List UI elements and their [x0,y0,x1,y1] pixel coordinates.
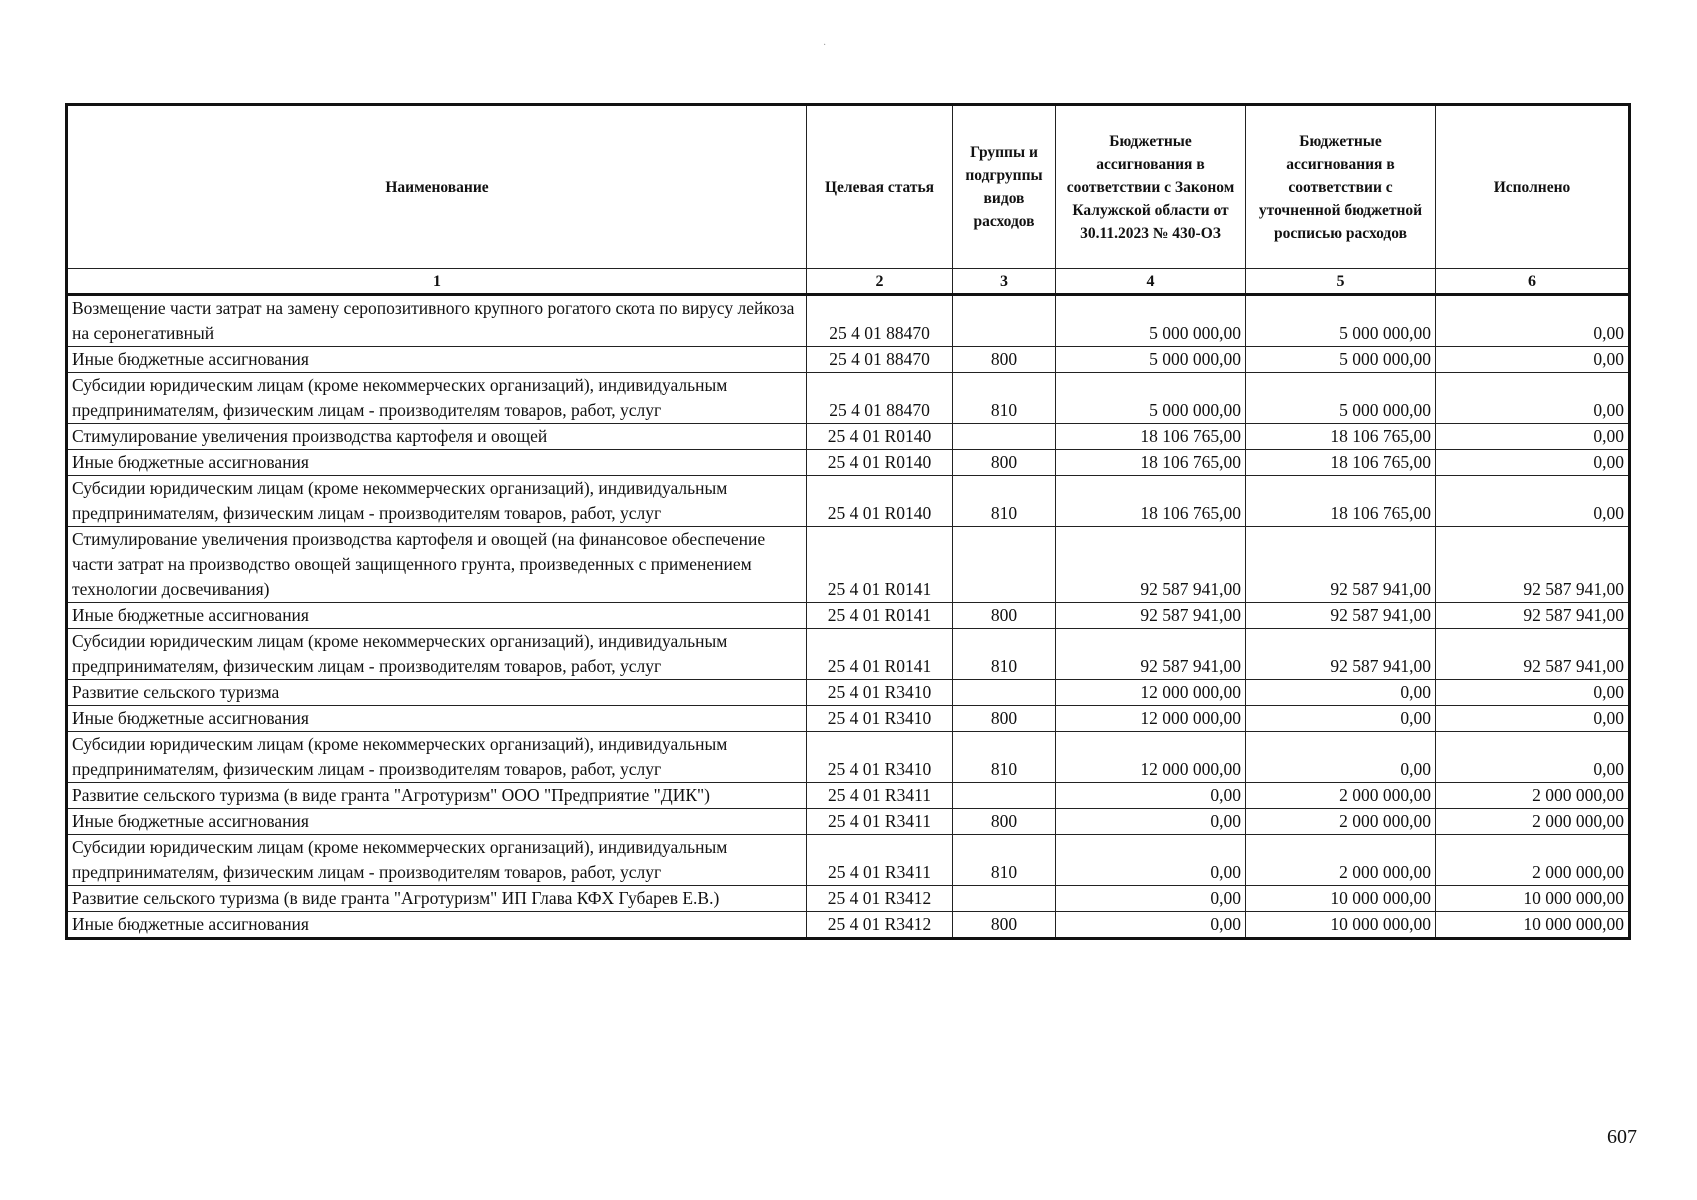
row-law-amount: 0,00 [1056,835,1246,886]
row-executed-amount: 0,00 [1436,347,1630,373]
row-executed-amount: 92 587 941,00 [1436,527,1630,603]
page-number: 607 [1607,1126,1637,1148]
row-law-amount: 0,00 [1056,912,1246,939]
row-expense-group [953,424,1056,450]
row-target-article: 25 4 01 R3410 [807,706,953,732]
row-refined-amount: 2 000 000,00 [1246,835,1436,886]
row-refined-amount: 18 106 765,00 [1246,450,1436,476]
row-target-article: 25 4 01 R3410 [807,680,953,706]
row-executed-amount: 92 587 941,00 [1436,603,1630,629]
row-executed-amount: 2 000 000,00 [1436,783,1630,809]
row-law-amount: 12 000 000,00 [1056,732,1246,783]
row-target-article: 25 4 01 R0140 [807,424,953,450]
row-target-article: 25 4 01 R3411 [807,783,953,809]
row-refined-amount: 18 106 765,00 [1246,476,1436,527]
row-law-amount: 5 000 000,00 [1056,295,1246,347]
row-expense-group: 800 [953,347,1056,373]
header-row [67,105,1630,269]
row-law-amount: 5 000 000,00 [1056,373,1246,424]
table-row [67,783,1630,809]
row-refined-amount: 2 000 000,00 [1246,809,1436,835]
row-target-article: 25 4 01 R3412 [807,912,953,939]
table-row [67,835,1630,886]
column-number: 4 [1056,269,1246,295]
row-target-article: 25 4 01 R3411 [807,809,953,835]
row-expense-group: 810 [953,629,1056,680]
row-law-amount: 18 106 765,00 [1056,450,1246,476]
row-executed-amount: 0,00 [1436,295,1630,347]
row-executed-amount: 0,00 [1436,680,1630,706]
row-name: Развитие сельского туризма (в виде гранта "Агротуризм" ООО "Предприятие "ДИК") [67,783,807,809]
row-expense-group: 810 [953,732,1056,783]
column-number: 2 [807,269,953,295]
row-name: Стимулирование увеличения производства картофеля и овощей (на финансовое обеспечение части затрат на производство овощей защищенного грунта, произведенных с применением технологии досвечивания) [67,527,807,603]
row-target-article: 25 4 01 88470 [807,373,953,424]
row-refined-amount: 92 587 941,00 [1246,527,1436,603]
row-expense-group [953,527,1056,603]
table-row [67,603,1630,629]
row-refined-amount: 5 000 000,00 [1246,295,1436,347]
row-law-amount: 92 587 941,00 [1056,629,1246,680]
row-target-article: 25 4 01 R0140 [807,476,953,527]
row-refined-amount: 0,00 [1246,706,1436,732]
row-expense-group [953,295,1056,347]
row-law-amount: 0,00 [1056,783,1246,809]
row-law-amount: 18 106 765,00 [1056,476,1246,527]
row-refined-amount: 0,00 [1246,732,1436,783]
table-row [67,732,1630,783]
row-name: Субсидии юридическим лицам (кроме некоммерческих организаций), индивидуальным предпринимателям, физическим лицам - производителям товаров, работ, услуг [67,835,807,886]
row-target-article: 25 4 01 R0141 [807,527,953,603]
row-name: Иные бюджетные ассигнования [67,809,807,835]
row-refined-amount: 10 000 000,00 [1246,886,1436,912]
row-refined-amount: 0,00 [1246,680,1436,706]
row-expense-group: 810 [953,835,1056,886]
row-executed-amount: 0,00 [1436,732,1630,783]
row-executed-amount: 10 000 000,00 [1436,912,1630,939]
row-target-article: 25 4 01 R0140 [807,450,953,476]
column-number-row [67,269,1630,295]
table-row [67,347,1630,373]
row-executed-amount: 0,00 [1436,424,1630,450]
row-expense-group: 800 [953,603,1056,629]
table-row [67,476,1630,527]
table-row [67,527,1630,603]
budget-table [65,103,1631,940]
scan-speck: · [823,40,827,51]
row-law-amount: 92 587 941,00 [1056,527,1246,603]
table-row [67,295,1630,347]
column-number: 1 [67,269,807,295]
table-header [67,105,1630,295]
row-expense-group: 800 [953,912,1056,939]
row-name: Иные бюджетные ассигнования [67,912,807,939]
row-expense-group: 800 [953,706,1056,732]
row-expense-group: 800 [953,450,1056,476]
row-refined-amount: 10 000 000,00 [1246,912,1436,939]
row-target-article: 25 4 01 R3410 [807,732,953,783]
row-expense-group [953,783,1056,809]
header-name: Наименование [67,105,807,269]
row-name: Иные бюджетные ассигнования [67,450,807,476]
row-refined-amount: 18 106 765,00 [1246,424,1436,450]
row-law-amount: 12 000 000,00 [1056,706,1246,732]
row-refined-amount: 2 000 000,00 [1246,783,1436,809]
row-expense-group [953,886,1056,912]
row-executed-amount: 2 000 000,00 [1436,835,1630,886]
table-row [67,629,1630,680]
column-number: 5 [1246,269,1436,295]
row-target-article: 25 4 01 88470 [807,295,953,347]
row-law-amount: 0,00 [1056,809,1246,835]
header-executed: Исполнено [1436,105,1630,269]
row-name: Иные бюджетные ассигнования [67,347,807,373]
row-law-amount: 0,00 [1056,886,1246,912]
row-law-amount: 12 000 000,00 [1056,680,1246,706]
table-row [67,886,1630,912]
row-name: Стимулирование увеличения производства картофеля и овощей [67,424,807,450]
row-name: Развитие сельского туризма [67,680,807,706]
row-law-amount: 92 587 941,00 [1056,603,1246,629]
row-expense-group: 800 [953,809,1056,835]
row-refined-amount: 5 000 000,00 [1246,373,1436,424]
table-body [67,295,1630,939]
row-target-article: 25 4 01 R0141 [807,603,953,629]
row-executed-amount: 10 000 000,00 [1436,886,1630,912]
row-name: Возмещение части затрат на замену серопозитивного крупного рогатого скота по вирусу лейкоза на серонегативный [67,295,807,347]
row-executed-amount: 0,00 [1436,706,1630,732]
row-executed-amount: 0,00 [1436,450,1630,476]
table-row [67,912,1630,939]
column-number: 3 [953,269,1056,295]
header-refined-allocations: Бюджетные ассигнования в соответствии с уточненной бюджетной росписью расходов [1246,105,1436,269]
table-row [67,680,1630,706]
row-executed-amount: 92 587 941,00 [1436,629,1630,680]
table-row [67,809,1630,835]
row-refined-amount: 5 000 000,00 [1246,347,1436,373]
row-name: Субсидии юридическим лицам (кроме некоммерческих организаций), индивидуальным предпринимателям, физическим лицам - производителям товаров, работ, услуг [67,373,807,424]
table-row [67,373,1630,424]
row-law-amount: 5 000 000,00 [1056,347,1246,373]
row-expense-group: 810 [953,476,1056,527]
row-executed-amount: 0,00 [1436,476,1630,527]
table-row [67,706,1630,732]
row-target-article: 25 4 01 R0141 [807,629,953,680]
header-law-allocations: Бюджетные ассигнования в соответствии с Законом Калужской области от 30.11.2023 № 430-ОЗ [1056,105,1246,269]
row-name: Развитие сельского туризма (в виде гранта "Агротуризм" ИП Глава КФХ Губарев Е.В.) [67,886,807,912]
table-row [67,450,1630,476]
row-target-article: 25 4 01 88470 [807,347,953,373]
row-expense-group: 810 [953,373,1056,424]
row-name: Иные бюджетные ассигнования [67,603,807,629]
row-executed-amount: 0,00 [1436,373,1630,424]
row-executed-amount: 2 000 000,00 [1436,809,1630,835]
row-refined-amount: 92 587 941,00 [1246,603,1436,629]
row-target-article: 25 4 01 R3411 [807,835,953,886]
row-target-article: 25 4 01 R3412 [807,886,953,912]
header-target-article: Целевая статья [807,105,953,269]
header-expense-groups: Группы и подгруппы видов расходов [953,105,1056,269]
row-name: Субсидии юридическим лицам (кроме некоммерческих организаций), индивидуальным предпринимателям, физическим лицам - производителям товаров, работ, услуг [67,629,807,680]
table-row [67,424,1630,450]
row-name: Иные бюджетные ассигнования [67,706,807,732]
row-name: Субсидии юридическим лицам (кроме некоммерческих организаций), индивидуальным предпринимателям, физическим лицам - производителям товаров, работ, услуг [67,476,807,527]
row-law-amount: 18 106 765,00 [1056,424,1246,450]
row-name: Субсидии юридическим лицам (кроме некоммерческих организаций), индивидуальным предпринимателям, физическим лицам - производителям товаров, работ, услуг [67,732,807,783]
column-number: 6 [1436,269,1630,295]
row-refined-amount: 92 587 941,00 [1246,629,1436,680]
row-expense-group [953,680,1056,706]
